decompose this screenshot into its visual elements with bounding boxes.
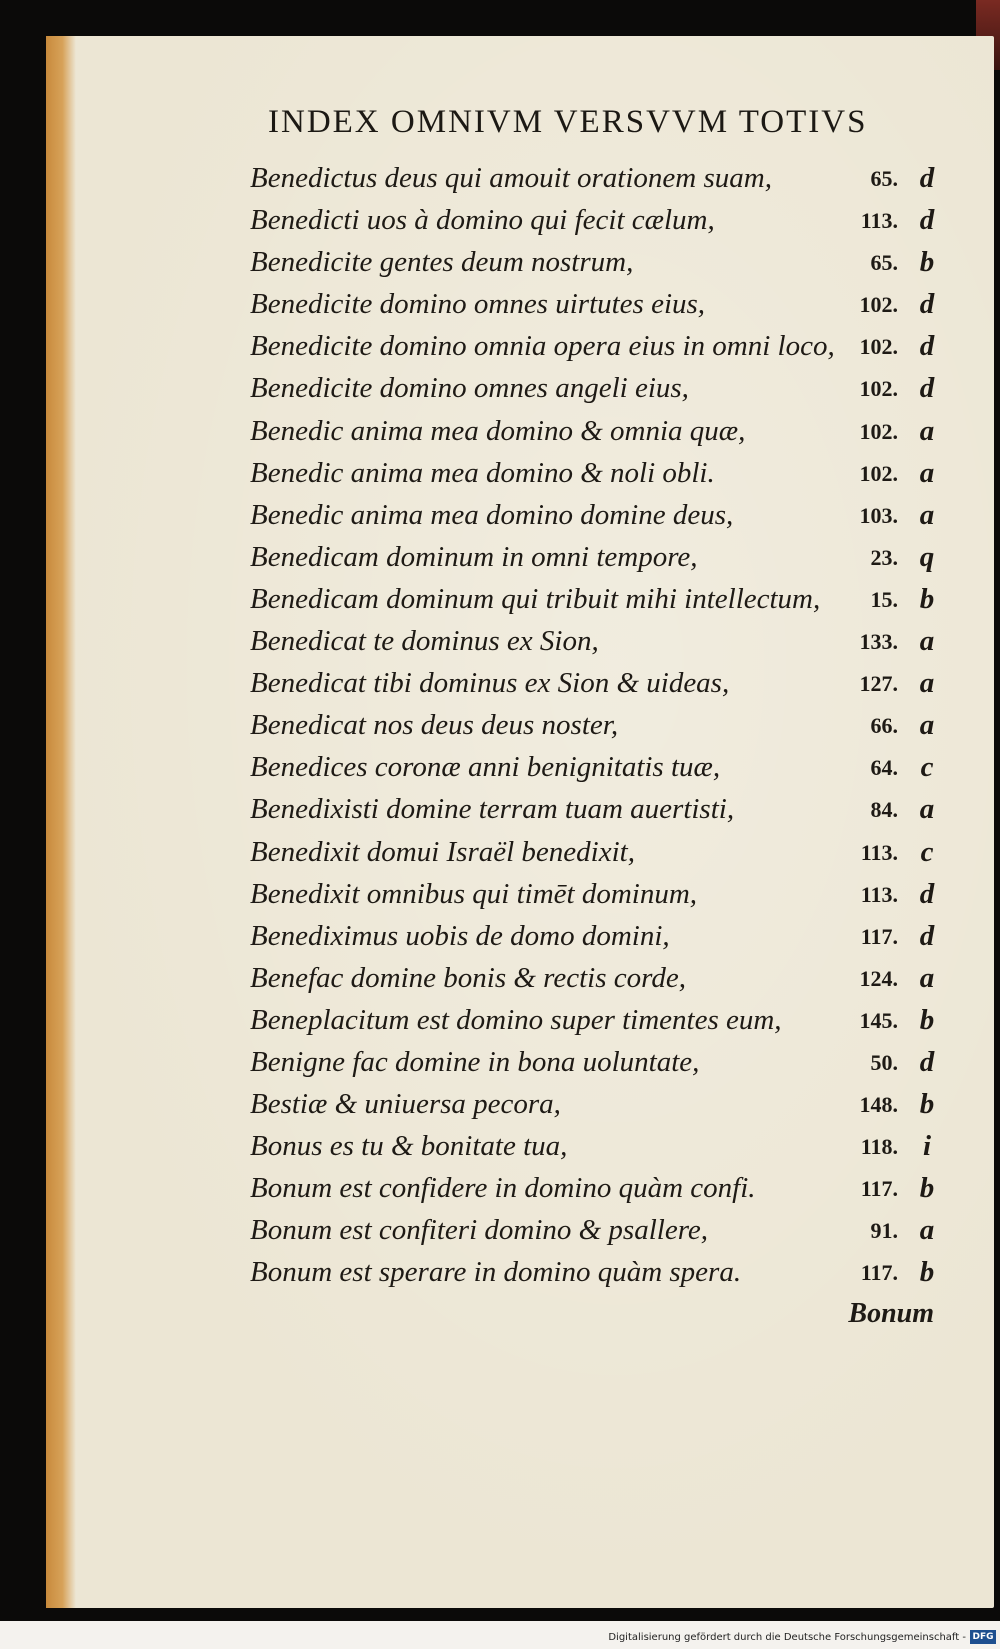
- index-entry: [250, 1046, 950, 1088]
- entry-section-letter: b: [919, 1088, 935, 1121]
- entry-text: Benedicat nos deus deus noster,: [250, 709, 619, 742]
- entry-section-letter: a: [919, 414, 935, 447]
- entry-text: Benedices coronæ anni benignitatis tuæ,: [250, 751, 721, 784]
- entry-section-letter: a: [919, 667, 935, 700]
- index-entry: [250, 709, 950, 751]
- entry-text: Bonum est confiteri domino & psallere,: [250, 1214, 709, 1247]
- entry-section-letter: d: [919, 162, 935, 194]
- entry-page-number: 145.: [859, 1007, 898, 1033]
- entry-text: Benedixisti domine terram tuam auertisti,: [250, 793, 735, 826]
- index-entry: [250, 162, 950, 204]
- entry-text: Bonum est sperare in domino quàm spera.: [250, 1256, 742, 1289]
- index-entry: [250, 1004, 950, 1046]
- entry-page-number: 65.: [870, 250, 898, 276]
- page-gutter-edge: [46, 36, 76, 1608]
- entry-page-number: 23.: [870, 544, 898, 570]
- entry-page-number: 103.: [859, 502, 898, 528]
- index-entry: [250, 920, 950, 962]
- entry-page-number: 102.: [859, 460, 898, 486]
- entry-section-letter: a: [919, 793, 935, 826]
- index-entry: [250, 751, 950, 793]
- index-entry: [250, 878, 950, 920]
- entry-page-number: 118.: [860, 1134, 898, 1160]
- index-entry: [250, 415, 950, 457]
- entry-text: Bonum est confidere in domino quàm confi.: [250, 1172, 756, 1205]
- entry-text: Benedicti uos à domino qui fecit cælum,: [250, 204, 715, 237]
- entry-text: Benedicite gentes deum nostrum,: [250, 246, 634, 279]
- index-entry: [250, 541, 950, 583]
- entry-section-letter: a: [919, 625, 935, 658]
- index-entry: [250, 499, 950, 541]
- entry-page-number: 113.: [860, 839, 898, 865]
- entry-text: Benedicite domino omnes uirtutes eius,: [250, 288, 706, 321]
- index-entry: [250, 667, 950, 709]
- index-entry: [250, 330, 950, 372]
- entry-page-number: 65.: [870, 166, 898, 191]
- entry-text: Benedicam dominum qui tribuit mihi intellectum,: [250, 582, 821, 615]
- entry-section-letter: a: [919, 456, 935, 489]
- entry-section-letter: d: [919, 877, 935, 910]
- index-entry: [250, 625, 950, 667]
- entry-section-letter: i: [922, 1130, 932, 1163]
- entry-section-letter: b: [919, 1003, 935, 1036]
- index-entry: [250, 288, 950, 330]
- entry-page-number: 15.: [870, 586, 898, 612]
- entry-text: Bestiæ & uniuersa pecora,: [250, 1088, 561, 1121]
- entry-page-number: 50.: [870, 1049, 898, 1075]
- entry-text: Benedixit domui Israël benedixit,: [250, 835, 635, 868]
- catchword: Bonum: [848, 1298, 934, 1329]
- entry-text: Benedicite domino omnia opera eius in omni loco,: [250, 330, 835, 363]
- index-entry: [250, 457, 950, 499]
- entry-section-letter: a: [919, 498, 935, 531]
- entry-text: Benedixit omnibus qui timēt dominum,: [250, 877, 698, 910]
- entry-section-letter: b: [919, 582, 935, 615]
- entry-page-number: 113.: [860, 208, 898, 234]
- index-entry: [250, 1214, 950, 1256]
- entry-page-number: 66.: [870, 713, 898, 739]
- entry-section-letter: d: [919, 288, 935, 321]
- entry-section-letter: d: [919, 330, 935, 363]
- entry-page-number: 102.: [859, 292, 898, 318]
- entry-section-letter: b: [919, 1172, 935, 1205]
- entry-section-letter: c: [920, 835, 934, 868]
- entry-section-letter: a: [919, 961, 935, 994]
- footer-credit: Digitalisierung gefördert durch die Deutsche Forschungsgemeinschaft -: [608, 1632, 966, 1643]
- index-entry: [250, 372, 950, 414]
- entry-section-letter: d: [919, 372, 935, 405]
- index-entry: [250, 1256, 950, 1298]
- entry-section-letter: b: [919, 1256, 935, 1289]
- entry-text: Benedicat te dominus ex Sion,: [250, 625, 599, 658]
- index-entry: [250, 246, 950, 288]
- entry-text: Benedicat tibi dominus ex Sion & uideas,: [250, 667, 730, 700]
- entry-page-number: 91.: [870, 1218, 898, 1244]
- entry-section-letter: d: [919, 1045, 935, 1078]
- entry-page-number: 117.: [860, 1176, 898, 1202]
- index-entry: [250, 1088, 950, 1130]
- entry-page-number: 124.: [859, 965, 898, 991]
- entry-text: Benedicam dominum in omni tempore,: [250, 540, 698, 573]
- digitization-footer: [0, 1621, 1000, 1649]
- entry-text: Benedic anima mea domino & omnia quæ,: [250, 414, 746, 447]
- index-entry: [250, 583, 950, 625]
- entry-text: Benedicite domino omnes angeli eius,: [250, 372, 689, 405]
- entry-section-letter: q: [919, 540, 935, 573]
- entry-page-number: 102.: [859, 418, 898, 444]
- entry-text: Benigne fac domine in bona uoluntate,: [250, 1045, 700, 1078]
- index-entry: [250, 204, 950, 246]
- entry-section-letter: c: [920, 751, 934, 784]
- entry-page-number: 127.: [859, 671, 898, 697]
- entry-text: Beneplacitum est domino super timentes eum,: [250, 1003, 782, 1036]
- entry-section-letter: a: [919, 1214, 935, 1247]
- entry-page-number: 133.: [859, 629, 898, 655]
- entry-page-number: 113.: [860, 881, 898, 907]
- index-entry-list: [250, 162, 950, 1299]
- entry-page-number: 84.: [870, 797, 898, 823]
- entry-text: Benedic anima mea domino & noli obli.: [250, 456, 715, 489]
- entry-page-number: 148.: [859, 1092, 898, 1118]
- entry-text: Benedic anima mea domino domine deus,: [250, 498, 734, 531]
- page-header: INDEX OMNIVM VERSVVM TOTIVS: [268, 104, 868, 140]
- entry-text: Benedictus deus qui amouit orationem suam,: [250, 162, 772, 194]
- entry-text: Benefac domine bonis & rectis corde,: [250, 961, 686, 994]
- entry-page-number: 102.: [859, 334, 898, 360]
- entry-page-number: 64.: [870, 755, 898, 781]
- entry-text: Benediximus uobis de domo domini,: [250, 919, 670, 952]
- entry-page-number: 117.: [860, 1260, 898, 1286]
- entry-section-letter: d: [919, 204, 935, 237]
- entry-section-letter: a: [919, 709, 935, 742]
- entry-section-letter: d: [919, 919, 935, 952]
- index-entry: [250, 836, 950, 878]
- index-entry: [250, 962, 950, 1004]
- index-entry: [250, 793, 950, 835]
- entry-page-number: 117.: [860, 923, 898, 949]
- entry-section-letter: b: [919, 246, 935, 279]
- entry-text: Bonus es tu & bonitate tua,: [250, 1130, 568, 1163]
- entry-page-number: 102.: [859, 376, 898, 402]
- dfg-logo: DFG: [970, 1630, 996, 1644]
- index-entry: [250, 1172, 950, 1214]
- index-entry: [250, 1130, 950, 1172]
